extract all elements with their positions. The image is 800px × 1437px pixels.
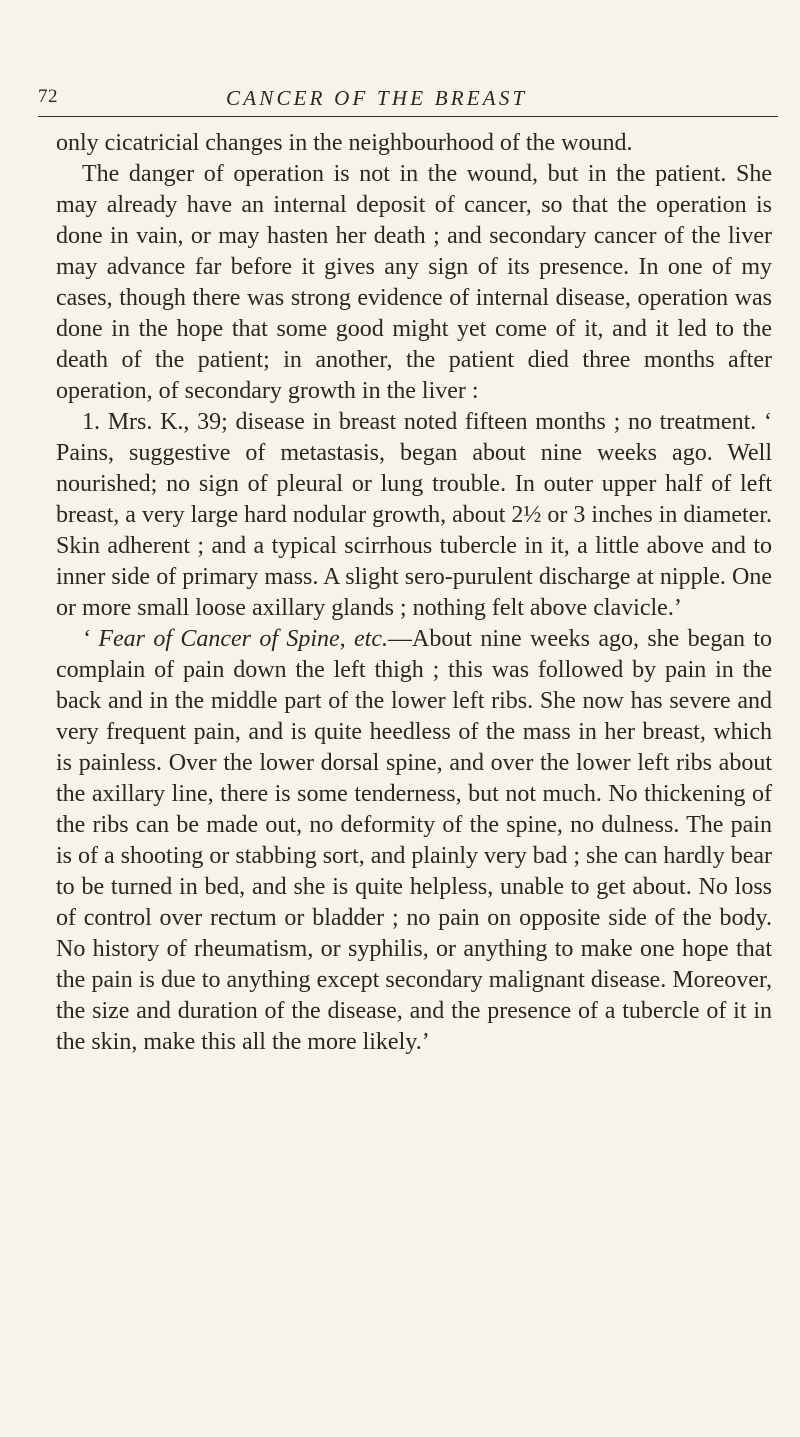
paragraph-fear-of-cancer-of-spine	[56, 624, 772, 1058]
page-number: 72	[38, 86, 58, 107]
paragraph-operation-danger: The danger of operation is not in the wound, but in the patient. She may already have an internal deposit of cancer, so that the operation is done in vain, or may hasten her death ; and secondary cancer of the liver may advance far before it gives any sign of its presence. In one of my cases, though there was strong evidence of internal disease, operation was done in the hope that some good might yet come of it, and it led to the death of the patient; in another, the patient died three months after operation, of secondary growth in the liver :	[56, 161, 772, 404]
paragraph-continuation: only cicatricial changes in the neighbourhood of the wound.	[56, 130, 633, 156]
italic-heading: ‘ Fear of Cancer of Spine, etc.	[82, 626, 388, 652]
running-head: CANCER OF THE BREAST	[226, 86, 528, 110]
page-header	[38, 86, 778, 117]
paragraph-case-1: 1. Mrs. K., 39; disease in breast noted fifteen months ; no treatment. ‘ Pains, suggestive of metastasis, began about nine weeks ago. Well nourished; no sign of pleural or lung trouble. In outer upper half of left breast, a very large hard nodular growth, about 2½ or 3 inches in diameter. Skin adherent ; and a typical scirrhous tubercle in it, a little above and to inner side of primary mass. A slight sero-purulent discharge at nipple. One or more small loose axillary glands ; nothing felt above clavicle.’	[56, 409, 773, 621]
paragraph-text: —About nine weeks ago, she began to complain of pain down the left thigh ; this was followed by pain in the back and in the middle part of the lower left ribs. She now has severe and very frequent pain, and is quite heedless of the mass in her breast, which is painless. Over the lower dorsal spine, and over the lower left ribs about the axillary line, there is some tenderness, but not much. No thickening of the ribs can be made out, no deformity of the spine, no dulness. The pain is of a shooting or stabbing sort, and plainly very bad ; she can hardly bear to be turned in bed, and she is quite helpless, unable to get about. No loss of control over rectum or bladder ; no pain on opposite side of the body. No history of rheumatism, or syphilis, or anything to make one hope that the pain is due to anything except secondary malignant disease. Moreover, the size and duration of the disease, and the presence of a tubercle of it in the skin, make this all the more likely.’	[56, 626, 772, 1055]
body-text	[56, 128, 772, 1058]
page-bottom-margin	[0, 1390, 800, 1437]
